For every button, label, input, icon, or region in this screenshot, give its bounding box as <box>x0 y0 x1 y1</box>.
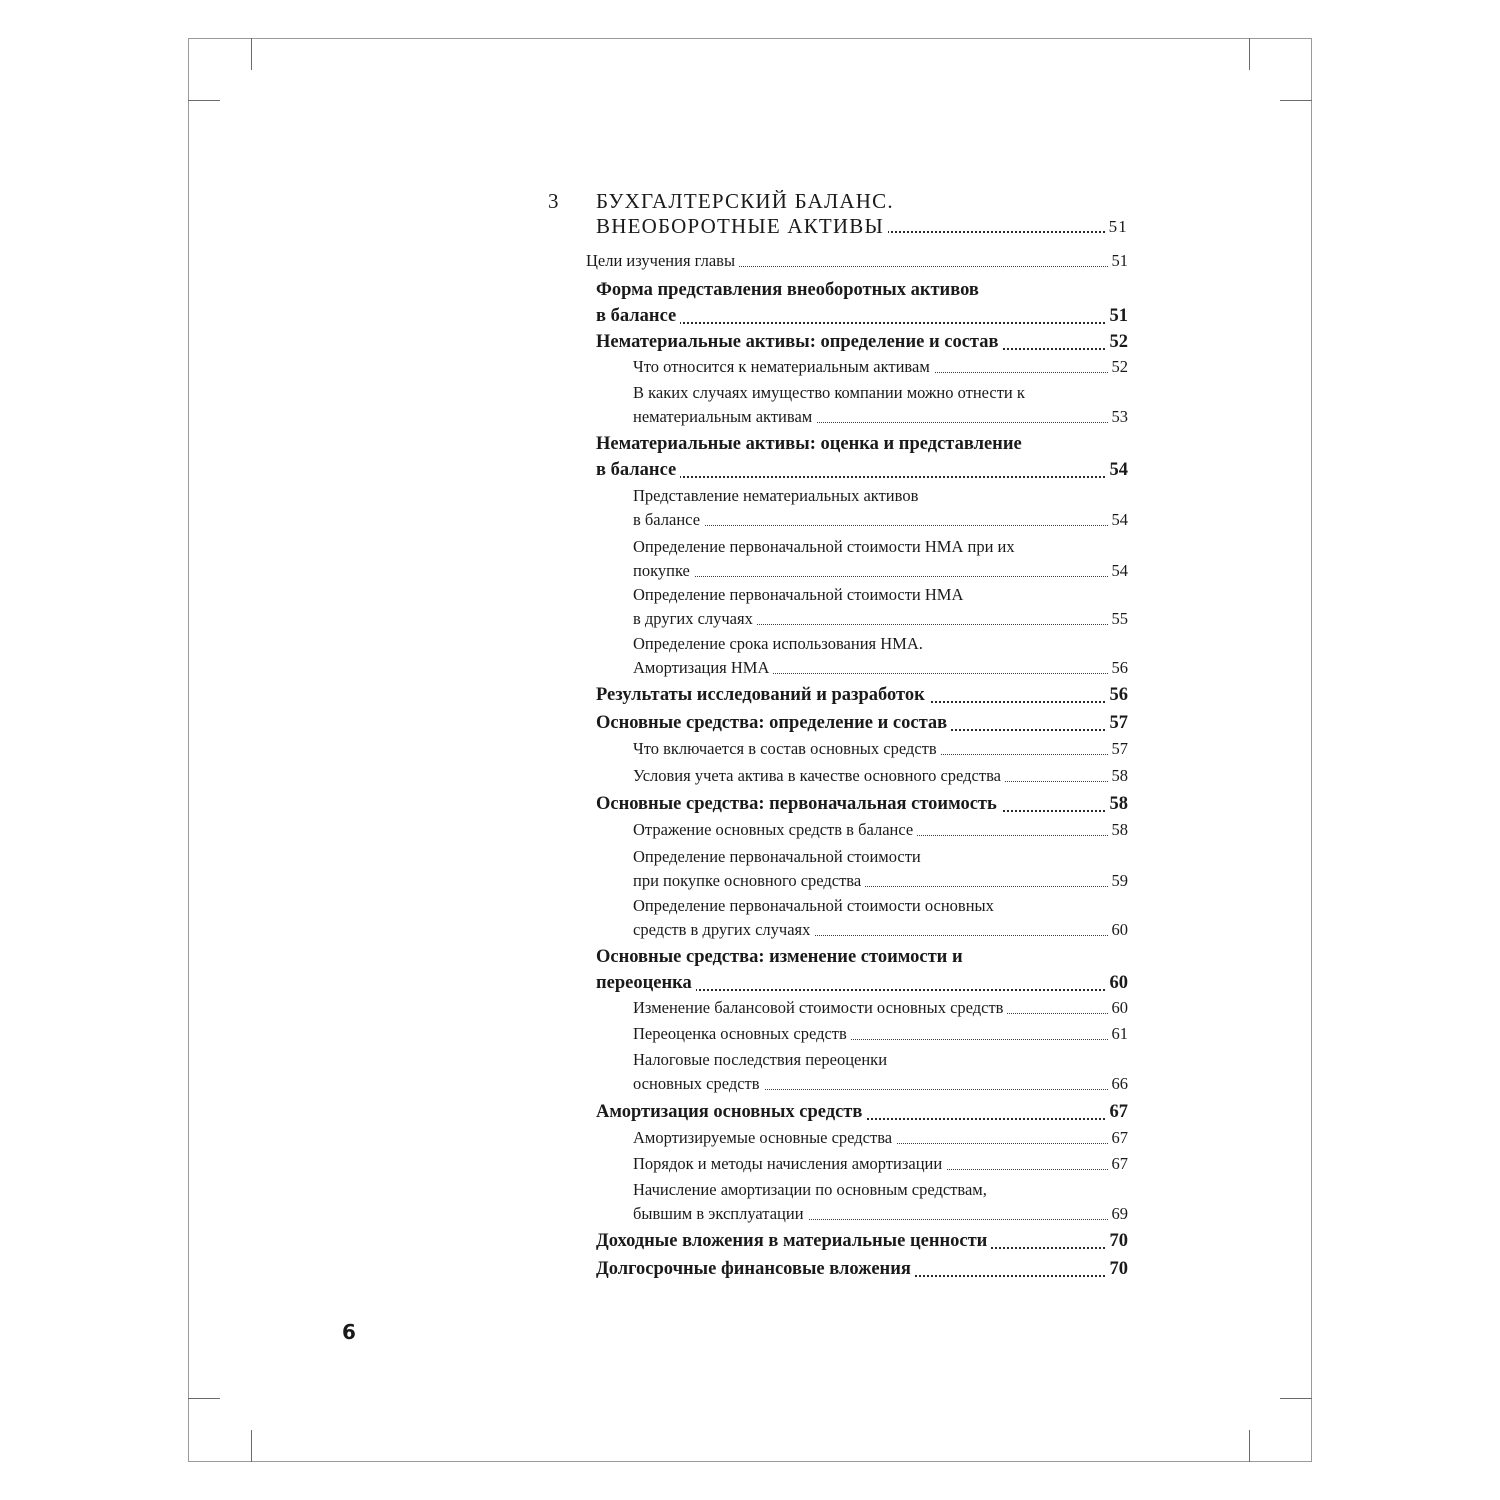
toc-entry-title: Порядок и методы начисления амортизации <box>633 1152 946 1176</box>
toc-entry-title: Что включается в состав основных средств <box>633 737 941 761</box>
chapter-title-line-2: ВНЕОБОРОТНЫЕ АКТИВЫ <box>596 214 888 239</box>
toc-entry-page: 66 <box>1108 1072 1129 1096</box>
toc-entry-title: переоценка <box>596 970 696 996</box>
toc-entry-title: Определение первоначальной стоимости НМА при их <box>633 535 1019 559</box>
toc-entry-page: 56 <box>1106 682 1129 708</box>
toc-entry-title: Амортизация НМА <box>633 656 773 680</box>
toc-entry-title: Амортизируемые основные средства <box>633 1126 896 1150</box>
toc-entry-title: В каких случаях имущество компании можно отнести к <box>633 381 1029 405</box>
toc-entry-title: нематериальным активам <box>633 405 816 429</box>
chapter-page: 51 <box>1105 214 1128 239</box>
toc-entry-title: в балансе <box>596 303 680 329</box>
toc-entry-title: Изменение балансовой стоимости основных средств <box>633 996 1007 1020</box>
toc-entry-title: Доходные вложения в материальные ценности <box>596 1228 991 1254</box>
toc-entry-title: Определение первоначальной стоимости основных <box>633 894 998 918</box>
toc-entry-page: 51 <box>1106 303 1129 329</box>
chapter-heading <box>596 189 1128 239</box>
crop-mark <box>188 1398 220 1399</box>
toc-entry-title: Что относится к нематериальным активам <box>633 355 934 379</box>
crop-mark <box>251 1430 252 1462</box>
toc-entry-title: Основные средства: первоначальная стоимость <box>596 791 1001 817</box>
toc-entry-title: бывшим в эксплуатации <box>633 1202 808 1226</box>
toc-entry-title: в других случаях <box>633 607 757 631</box>
toc-entry-page: 60 <box>1106 970 1129 996</box>
toc-entry-page: 58 <box>1108 818 1129 842</box>
toc-entry-title: Долгосрочные финансовые вложения <box>596 1256 915 1282</box>
chapter-title-line-1: БУХГАЛТЕРСКИЙ БАЛАНС. <box>596 189 894 213</box>
toc-entry-title: Переоценка основных средств <box>633 1022 851 1046</box>
crop-mark <box>1249 1430 1250 1462</box>
toc-entry-title: покупке <box>633 559 694 583</box>
toc-entry-page: 52 <box>1106 329 1129 355</box>
toc-entry-title: Налоговые последствия переоценки <box>633 1048 891 1072</box>
toc-entry-page: 54 <box>1108 559 1129 583</box>
crop-mark <box>188 100 220 101</box>
toc-entry-page: 69 <box>1108 1202 1129 1226</box>
toc-entry-title: Начисление амортизации по основным средствам, <box>633 1178 991 1202</box>
toc-entry-title: Определение первоначальной стоимости <box>633 845 925 869</box>
toc-entry-title: Результаты исследований и разработок <box>596 682 929 708</box>
toc-entry-title: Цели изучения главы <box>586 249 739 273</box>
toc-entry-page: 51 <box>1108 249 1129 273</box>
toc-entry-page: 55 <box>1108 607 1129 631</box>
toc-entry-page: 57 <box>1106 710 1129 736</box>
toc-entry-title: средств в других случаях <box>633 918 814 942</box>
toc-entry-page: 61 <box>1108 1022 1129 1046</box>
toc-entry-title: в балансе <box>633 508 704 532</box>
toc-entry-title: Представление нематериальных активов <box>633 484 922 508</box>
toc-entry-page: 54 <box>1106 457 1129 483</box>
toc-entry-page: 58 <box>1106 791 1129 817</box>
leader-dots <box>633 525 1128 526</box>
crop-mark <box>1249 38 1250 70</box>
toc-entry-page: 60 <box>1108 996 1129 1020</box>
crop-mark <box>251 38 252 70</box>
toc-entry-page: 67 <box>1108 1126 1129 1150</box>
toc-entry-page: 59 <box>1108 869 1129 893</box>
toc-entry-page: 67 <box>1106 1099 1129 1125</box>
toc-entry-page: 70 <box>1106 1228 1129 1254</box>
toc-entry-title: Основные средства: изменение стоимости и <box>596 944 967 970</box>
toc-entry-title: Определение первоначальной стоимости НМА <box>633 583 967 607</box>
toc-entry-page: 54 <box>1108 508 1129 532</box>
toc-entry-title: Форма представления внеоборотных активов <box>596 277 983 303</box>
toc-entry-title: Основные средства: определение и состав <box>596 710 951 736</box>
toc-entry-title: Нематериальные активы: определение и состав <box>596 329 1002 355</box>
toc-entry-title: Отражение основных средств в балансе <box>633 818 917 842</box>
toc-entry-title: основных средств <box>633 1072 764 1096</box>
toc-entry-title: в балансе <box>596 457 680 483</box>
toc-entry-title: Нематериальные активы: оценка и представление <box>596 431 1026 457</box>
crop-mark <box>1280 100 1312 101</box>
toc-entry-title: Условия учета актива в качестве основного средства <box>633 764 1005 788</box>
toc-entry-page: 57 <box>1108 737 1129 761</box>
crop-mark <box>1280 1398 1312 1399</box>
toc-entry-page: 53 <box>1108 405 1129 429</box>
toc-entry-page: 70 <box>1106 1256 1129 1282</box>
chapter-number: 3 <box>548 189 560 213</box>
toc-entry-title: Определение срока использования НМА. <box>633 632 927 656</box>
toc-entry-page: 60 <box>1108 918 1129 942</box>
leader-dots <box>633 576 1128 577</box>
page-number: 6 <box>342 1320 356 1344</box>
toc-entry-page: 52 <box>1108 355 1129 379</box>
toc-entry-title: при покупке основного средства <box>633 869 865 893</box>
toc-entry-title: Амортизация основных средств <box>596 1099 866 1125</box>
toc-entry-page: 67 <box>1108 1152 1129 1176</box>
toc-entry-page: 56 <box>1108 656 1129 680</box>
toc-entry-page: 58 <box>1108 764 1129 788</box>
